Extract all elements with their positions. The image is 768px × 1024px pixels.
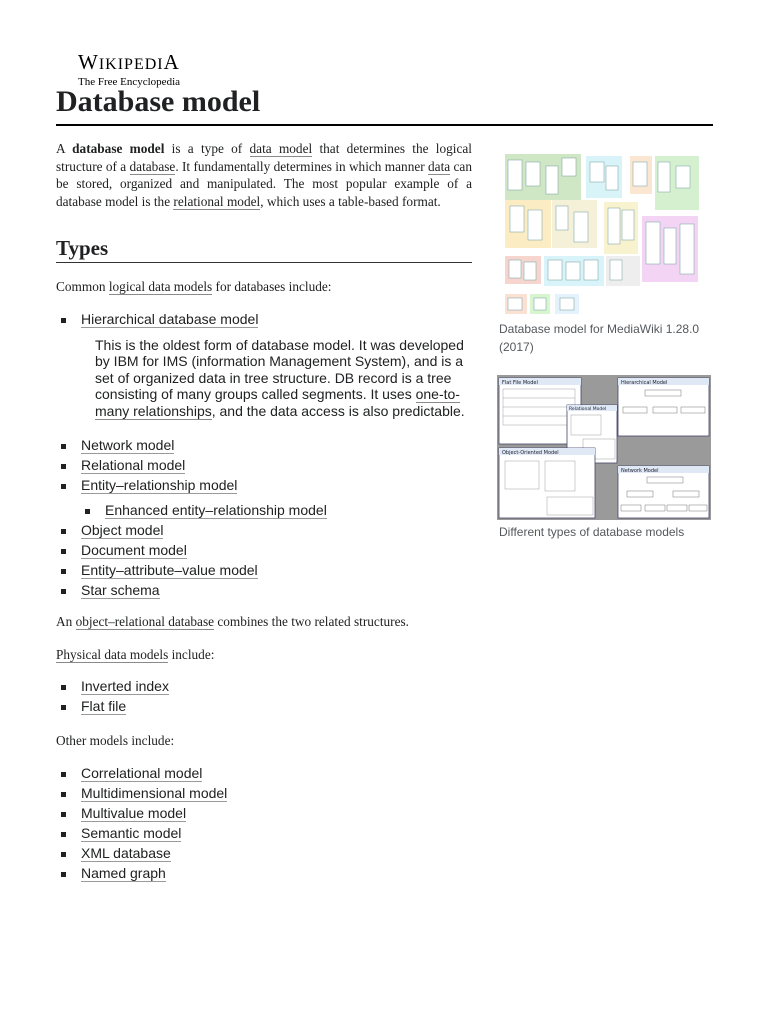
list-item [56,844,472,863]
list-item [56,784,472,803]
wordmark: WIKIPEDIA [78,50,180,74]
list-item [56,541,472,560]
logical-models-list [56,310,472,329]
text: is a type of [164,141,250,156]
text: Common [56,279,109,294]
object-relational-paragraph [56,613,472,631]
link-named-graph[interactable]: Named graph [81,864,166,881]
list-item [56,677,472,696]
link-relational-model-item[interactable]: Relational model [81,457,186,473]
link-network-model[interactable]: Network model [81,437,175,453]
tagline: The Free Encyclopedia [78,76,181,88]
logical-models-list-2 [56,436,472,495]
link-object-model[interactable]: Object model [81,522,164,538]
link-physical-data-models[interactable]: Physical data models [56,646,169,662]
article-body [56,140,472,884]
text: An [56,614,76,629]
list-item [56,476,472,495]
section-heading-types: Types [56,234,472,263]
link-one-to-many[interactable]: one-to-many relationships [95,386,460,419]
link-star-schema[interactable]: Star schema [81,582,160,598]
obj-model-label: Object-Oriented Model [502,450,559,456]
list-item [56,824,472,843]
net-model-label: Network Model [621,468,659,474]
intro-paragraph [56,140,472,210]
common-models-intro [56,278,472,296]
list-item [56,764,472,783]
er-sublist [80,501,472,520]
link-data[interactable]: data [428,158,451,174]
text: can be stored, organized and manipulated. The most popular example of a database model is the [56,158,472,209]
link-relational-model[interactable]: relational model [173,193,261,209]
text: , which uses a table-based format. [260,193,441,209]
text: . It fundamentally determines in which manner [175,158,429,174]
list-item [56,436,472,455]
flat-model-label: Flat File Model [502,380,538,386]
link-multidimensional-model[interactable]: Multidimensional model [81,784,228,801]
list-item [56,561,472,580]
figure2-caption: Different types of database models [499,525,685,539]
link-database[interactable]: database [129,158,176,174]
text: combines the two related structures. [214,614,409,629]
link-data-model[interactable]: data model [249,141,313,156]
list-item [56,697,472,716]
list-item [56,864,472,883]
database-models-image[interactable] [497,375,711,520]
rel-model-label: Relational Model [569,407,607,412]
page-title: Database model [56,82,713,126]
text: include: [168,646,215,662]
physical-models-intro [56,646,472,664]
text: A [56,141,73,156]
text: , and the data access is also predictable. [211,402,465,419]
link-xml-database[interactable]: XML database [81,844,171,861]
link-hierarchical-model[interactable]: Hierarchical database model [81,310,259,327]
hier-model-label: Hierarchical Model [621,380,668,386]
list-item [56,804,472,823]
link-enhanced-er-model[interactable]: Enhanced entity–relationship model [105,502,327,518]
list-item [56,581,472,600]
sidebar-figures [497,148,712,541]
figure1-caption: Database model for MediaWiki 1.28.0 (2017) [499,322,700,354]
link-er-model[interactable]: Entity–relationship model [81,477,238,493]
link-eav-model[interactable]: Entity–attribute–value model [81,562,258,578]
list-item [56,456,472,475]
mediawiki-schema-image[interactable] [500,148,700,316]
text: This is the oldest form of database model. It was developed by IBM for IMS (information Management System), and is a set of organized data in tree structure. DB record is a tree consisting of many groups called segments. It uses [95,336,464,402]
other-models-list [56,764,472,883]
wordmark-small: IKIPEDI [98,56,164,73]
link-logical-data-models[interactable]: logical data models [108,279,213,294]
link-semantic-model[interactable]: Semantic model [81,824,182,841]
list-item [80,501,472,520]
list-item [56,310,472,329]
link-inverted-index[interactable]: Inverted index [81,678,169,694]
logical-models-list-3 [56,521,472,600]
text: that determines the logical structure of a [56,141,472,174]
physical-models-list [56,677,472,716]
hierarchical-description [95,337,465,420]
link-flat-file[interactable]: Flat file [81,698,127,714]
list-item [56,521,472,540]
text: for databases include: [212,279,332,294]
link-correlational-model[interactable]: Correlational model [81,764,203,781]
link-multivalue-model[interactable]: Multivalue model [81,804,187,821]
bold-term: database model [72,141,165,156]
link-object-relational-database[interactable]: object–relational database [75,614,215,629]
link-document-model[interactable]: Document model [81,542,187,558]
other-models-intro: Other models include: [56,733,175,748]
